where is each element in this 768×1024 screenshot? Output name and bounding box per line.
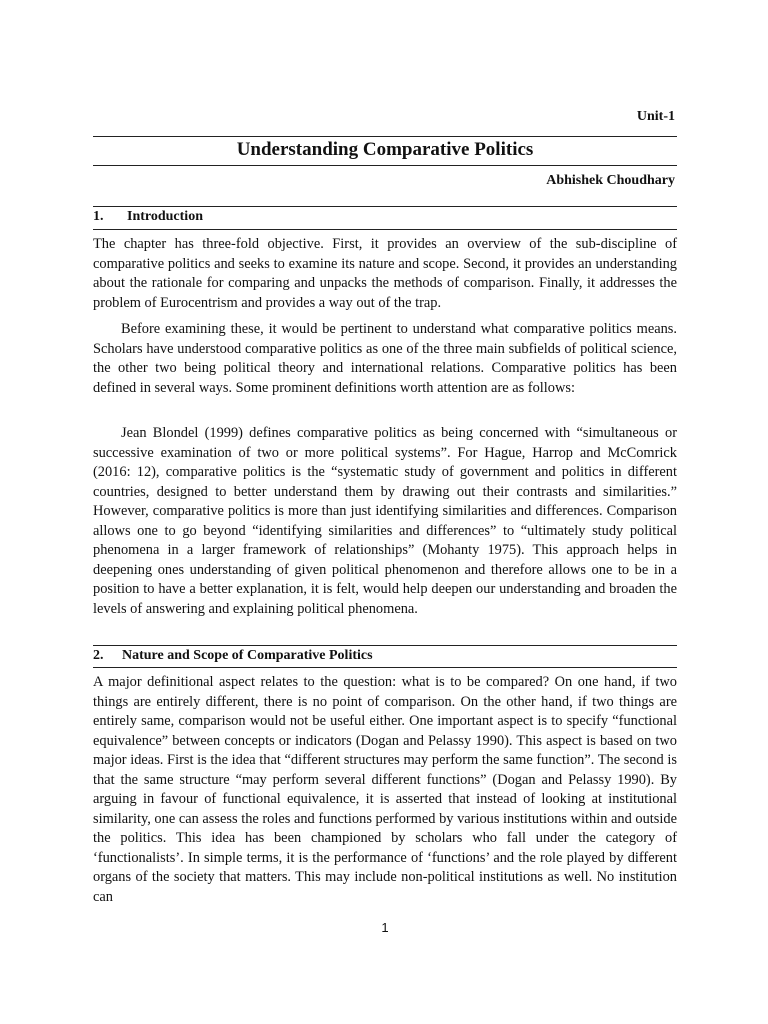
section2-title: Nature and Scope of Comparative Politics bbox=[122, 648, 373, 663]
section2-bottom-rule bbox=[93, 667, 677, 668]
page-number: 1 bbox=[381, 920, 389, 935]
title-bottom-rule bbox=[93, 165, 677, 166]
section1-heading bbox=[93, 208, 677, 226]
section2-top-rule bbox=[93, 645, 677, 646]
unit-label: Unit-1 bbox=[636, 109, 675, 124]
section2-heading bbox=[93, 647, 677, 665]
section1-title: Introduction bbox=[127, 209, 203, 224]
section2-number: 2. bbox=[93, 648, 104, 663]
section1-paragraph-1: The chapter has three-fold objective. First, it provides an overview of the sub-discipline of comparative politics and seeks to examine its nature and scope. Second, it provides an understanding about the rationale for comparing and unpacks the methods of comparison. Finally, it addresses the problem of Eurocentrism and provides a way out of the trap. bbox=[93, 236, 677, 311]
section1-paragraph-3: Jean Blondel (1999) defines comparative politics as being concerned with “simultaneous or successive examination of two or more political systems”. For Hague, Harrop and McComrick (2016: 12), comparative politics is the “systematic study of government and politics in different countries, designed to better understand them by drawing out their contrasts and similarities.” However, comparative politics is more than just identifying similarities and differences. Comparison allows one to go beyond “identifying similarities and differences” to “ultimately study political phenomena in a larger framework of relationships” (Mohanty 1975). This approach helps in deepening ones understanding of given political phenomenon and therefore allows one to be in a position to have a better explanation, it is felt, would help deepen our understanding and broaden the levels of answering and explaining political phenomena. bbox=[93, 425, 677, 617]
section1-paragraph-2: Before examining these, it would be pertinent to understand what comparative politics means. Scholars have understood comparative politics as one of the three main subfields of political science, the other two being political theory and international relations. Comparative politics has been defined in several ways. Some prominent definitions worth attention are as follows: bbox=[93, 321, 677, 396]
author-name: Abhishek Choudhary bbox=[546, 173, 675, 188]
section2-paragraph-1: A major definitional aspect relates to the question: what is to be compared? On one hand, if two things are entirely different, there is no point of comparison. On the other hand, if two things are entirely same, comparison would not be useful either. One important aspect is to specify “functional equivalence” between concepts or indicators (Dogan and Pelassy 1990). This aspect is based on two major ideas. First is the idea that “different structures may perform the same function”. The second is that the same structure “may perform several different functions” (Dogan and Pelassy 1990). By arguing in favour of functional equivalence, it is asserted that instead of looking at institutional similarity, one can assess the roles and functions performed by various institutions within and outside the politics. This idea has been championed by scholars who fall under the category of ‘functionalists’. In simple terms, it is the performance of ‘functions’ and the role played by different organs of the society that matters. This may include non-political institutions as well. No institution can bbox=[93, 674, 677, 905]
section1-number: 1. bbox=[93, 209, 104, 224]
chapter-title: Understanding Comparative Politics bbox=[236, 139, 534, 160]
title-top-rule bbox=[93, 136, 677, 137]
document-page bbox=[93, 0, 677, 1024]
section1-top-rule bbox=[93, 206, 677, 207]
section1-bottom-rule bbox=[93, 229, 677, 230]
